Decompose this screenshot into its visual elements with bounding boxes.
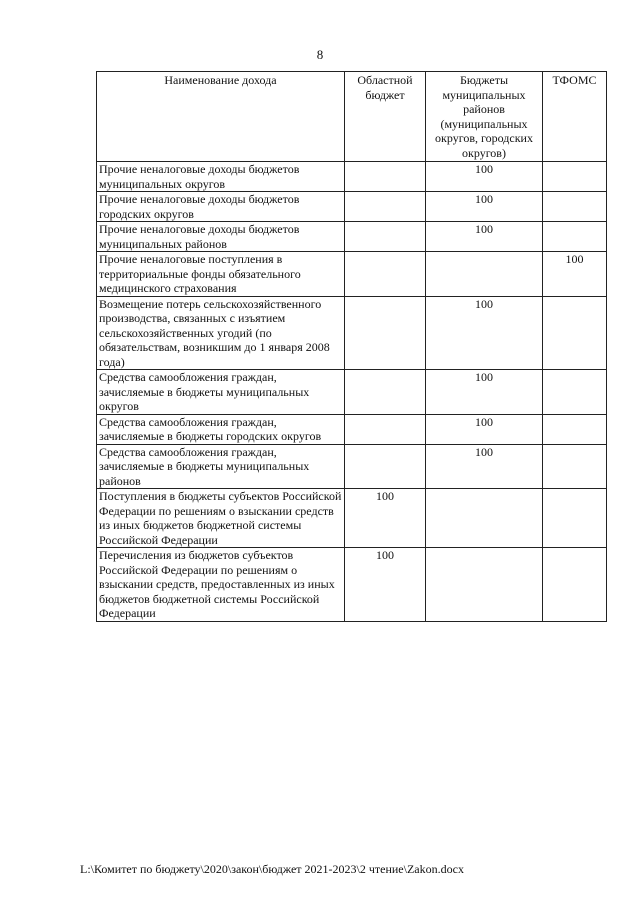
tfoms-value-cell xyxy=(543,414,607,444)
header-regional-budget: Областной бюджет xyxy=(345,72,426,162)
tfoms-value-cell xyxy=(543,192,607,222)
income-name-cell: Прочие неналоговые доходы бюджетов муниципальных районов xyxy=(97,222,345,252)
table-row xyxy=(97,296,607,370)
municipal-value-cell xyxy=(426,548,543,622)
table-header-row xyxy=(97,72,607,162)
municipal-value-cell xyxy=(426,489,543,548)
table-row xyxy=(97,414,607,444)
municipal-value-cell: 100 xyxy=(426,414,543,444)
regional-value-cell xyxy=(345,414,426,444)
tfoms-value-cell xyxy=(543,222,607,252)
municipal-value-cell: 100 xyxy=(426,192,543,222)
table-row xyxy=(97,252,607,297)
income-name-cell: Прочие неналоговые поступления в территориальные фонды обязательного медицинского страхования xyxy=(97,252,345,297)
municipal-value-cell: 100 xyxy=(426,162,543,192)
income-name-cell: Средства самообложения граждан, зачисляемые в бюджеты муниципальных районов xyxy=(97,444,345,489)
municipal-value-cell: 100 xyxy=(426,222,543,252)
table-row xyxy=(97,444,607,489)
income-name-cell: Перечисления из бюджетов субъектов Российской Федерации по решениям о взыскании средств, предоставленных из иных бюджетов бюджетной системы Российской Федерации xyxy=(97,548,345,622)
table-row xyxy=(97,192,607,222)
tfoms-value-cell xyxy=(543,444,607,489)
table-row xyxy=(97,162,607,192)
regional-value-cell xyxy=(345,252,426,297)
regional-value-cell xyxy=(345,222,426,252)
regional-value-cell xyxy=(345,370,426,415)
tfoms-value-cell xyxy=(543,548,607,622)
table-row xyxy=(97,222,607,252)
table-row xyxy=(97,548,607,622)
header-tfoms: ТФОМС xyxy=(543,72,607,162)
tfoms-value-cell: 100 xyxy=(543,252,607,297)
income-name-cell: Средства самообложения граждан, зачисляемые в бюджеты муниципальных округов xyxy=(97,370,345,415)
regional-value-cell: 100 xyxy=(345,548,426,622)
regional-value-cell xyxy=(345,444,426,489)
regional-value-cell xyxy=(345,162,426,192)
tfoms-value-cell xyxy=(543,370,607,415)
regional-value-cell: 100 xyxy=(345,489,426,548)
tfoms-value-cell xyxy=(543,489,607,548)
regional-value-cell xyxy=(345,192,426,222)
income-name-cell: Прочие неналоговые доходы бюджетов городских округов xyxy=(97,192,345,222)
page-number: 8 xyxy=(316,47,324,62)
header-municipal-budgets: Бюджеты муниципальных районов (муниципальных округов, городских округов) xyxy=(426,72,543,162)
income-name-cell: Средства самообложения граждан, зачисляемые в бюджеты городских округов xyxy=(97,414,345,444)
municipal-value-cell: 100 xyxy=(426,370,543,415)
table-row xyxy=(97,489,607,548)
footer-file-path: L:\Комитет по бюджету\2020\закон\бюджет 2021-2023\2 чтение\Zakon.docx xyxy=(80,862,464,876)
municipal-value-cell xyxy=(426,252,543,297)
income-name-cell: Возмещение потерь сельскохозяйственного производства, связанных с изъятием сельскохозяйственных угодий (по обязательствам, возникшим до 1 января 2008 года) xyxy=(97,296,345,370)
income-name-cell: Поступления в бюджеты субъектов Российской Федерации по решениям о взыскании средств из иных бюджетов бюджетной системы Российской Федерации xyxy=(97,489,345,548)
income-name-cell: Прочие неналоговые доходы бюджетов муниципальных округов xyxy=(97,162,345,192)
income-distribution-table xyxy=(96,71,607,622)
municipal-value-cell: 100 xyxy=(426,444,543,489)
header-income-name: Наименование дохода xyxy=(97,72,345,162)
table-row xyxy=(97,370,607,415)
regional-value-cell xyxy=(345,296,426,370)
tfoms-value-cell xyxy=(543,162,607,192)
tfoms-value-cell xyxy=(543,296,607,370)
municipal-value-cell: 100 xyxy=(426,296,543,370)
